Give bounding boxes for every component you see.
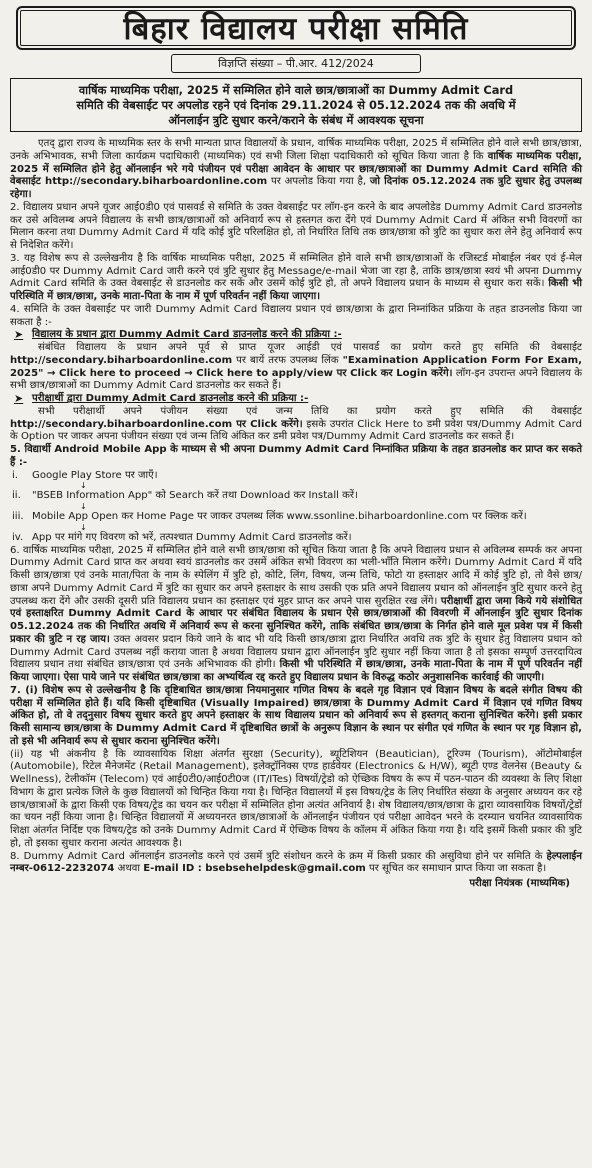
down-arrow-icon: ↓ [80,522,87,532]
paragraph-3 [10,253,582,304]
para8-text: 8. Dummy Admit Card ऑनलाईन डाउनलोड करने एवं उसमें त्रुटि संशोधन करने के क्रम में किसी प्रकार की असुविधा होने पर समिति के [10,850,547,862]
subject-line-3: ऑनलाईन त्रुटि सुधार करने/कराने के संबंध में आवश्यक सूचना [168,113,424,127]
paragraph-8 [10,851,582,877]
step-text: "BSEB Information App" को Search करें तथा Download कर Install करें। [32,490,358,502]
para6-text: 6. वार्षिक माध्यमिक परीक्षा, 2025 में सम्मिलित होने वाले सभी छात्र/छात्रा को सूचित किया जाता है कि अपने विद्यालय प्रधान से अविलम्ब सम्पर्क कर अपना Dummy Admit Card प्राप्त कर अथवा स्वयं डाउनलोड कर उसमें अंकित सभी विवरण का भली-भाँति मिलान करेंगे। Dummy Admit Card में यदि किसी छात्र/छात्रा एवं उनके माता/पिता के नाम के स्पेलिंग में त्रुटि हो, कोटि, लिंग, विषय, जन्म तिथि, फोटो या हस्ताक्षर आदि में कोई त्रुटि हो, तो वैसे छात्र/छात्रा अपने Dummy Admit Card में त्रुटि का सुधार कर अपने हस्ताक्षर के साथ उसकी एक प्रति अपने विद्यालय प्रधान को ऑनलाईन त्रुटि सुधार करने हेतु उपलब्ध करा देंगे और उसकी दूसरी प्रति विद्यालय प्रधान का हस्ताक्षर एवं मुहर प्राप्त कर अपने पास सुरक्षित रख लेंगे। [10,544,582,607]
school-proc-a: संबंधित विद्यालय के प्रधान अपने पूर्व से प्राप्त यूजर आईडी एवं पासवर्ड का प्रयोग करते हुए समिति की वेबसाईट [38,342,582,353]
step-number: ii. [12,490,21,502]
school-procedure-text [10,342,582,393]
notice-body [10,138,582,891]
step-number: iv. [12,531,24,543]
para6-bold-2: किसी भी परिस्थिति में छात्र/छात्रा, उनके माता-पिता के नाम में पूर्ण परिवर्तन नहीं किया जाएगा। ऐसा पाये जाने पर संबंधित छात्र/छात्रा का अभ्यर्थित्व रद्द करते हुए विद्यालय प्रधान के विरुद्ध कठोर अनुशासनिक कार्रवाई की जाएगी। [10,659,582,683]
school-proc-c: पर बायें तरफ उपलब्ध लिंक [232,354,343,366]
student-procedure-title: परीक्षार्थी द्वारा Dummy Admit Card डाउनलोड करने की प्रक्रिया :- [32,393,309,404]
para6-bold: परीक्षार्थी द्वारा जमा किये गये संशोधित एवं हस्ताक्षरित Dummy Admit Card के आधार पर संबंधित विद्यालय के प्रधान ऐसे छात्र/छात्राओं की विवरणी में ऑनलाईन त्रुटि सुधार दिनांक 05.12.2024 तक की निर्धारित अवधि में अनिवार्य रूप से करना सुनिश्चित करेंगे, ताकि संबंधित छात्र/छात्रा के निर्गत होने वाले मूल प्रवेश पत्र में किसी प्रकार की त्रुटि न रह जाय। [10,595,582,645]
board-title: बिहार विद्यालय परीक्षा समिति [16,6,576,50]
paragraph-1 [10,138,582,202]
paragraph-5 [10,444,582,470]
para3-text: 3. यह विशेष रूप से उल्लेखनीय है कि वार्षिक माध्यमिक परीक्षा, 2025 में सम्मिलित होने वाले सभी छात्र/छात्राओं के रजिस्टर्ड मोबाईल नंबर एवं ई-मेल आई0डी0 पर Dummy Admit Card जारी करने एवं त्रुटि सुधार हेतु Message/e-mail भेजा जा रहा है, ताकि छात्र/छात्रा स्वयं भी अपना Dummy Admit Card समिति के उक्त वेबसाईट से डाउनलोड कर सकें और उसमें कोई त्रुटि हो, तो अपने विद्यालय प्रधान के माध्यम से सुधार करा सकें। [10,252,582,290]
subject-line-2: समिति की वेबसाईट पर अपलोड रहने एवं दिनांक 29.11.2024 से 05.12.2024 तक की अवधि में [76,98,516,112]
para8-text-2: पर सूचित कर समाधान प्राप्त किया जा सकता है। [365,863,547,875]
app-step [12,470,582,483]
para1-text: एतद् द्वारा राज्य के माध्यमिक स्तर के सभी मान्यता प्राप्त विद्यालयों के प्रधान, वार्षिक माध्यमिक परीक्षा, 2025 में सम्मिलित होने वाले सभी छात्र/छात्रा, उनके अभिभावक, सभी जिला कार्यक्रम पदाधिकारी (माध्यमिक) एवं सभी जिला शिक्षा पदाधिकारी को सूचित किया जाता है कि [10,138,582,162]
arrow-right-icon: ➤ [14,392,24,405]
para1-bold: वार्षिक माध्यमिक परीक्षा, 2025 में सम्मिलित होने हेतु ऑनलाईन भरे गये पंजीयन एवं परीक्षा आवेदन के आधार पर छात्र/छात्राओं का Dummy Admit Card समिति की वेबसाईट http://secondary.biharboardonline.com [10,150,582,188]
paragraph-6 [10,545,582,685]
para3-bold: किसी भी परिस्थिति में छात्र/छात्रा, उनके माता-पिता के नाम में पूर्ण परिवर्तन नहीं किया जाएगा। [10,278,583,302]
para5-text: निम्नांकित प्रक्रिया के तहत डाउनलोड कर प्राप्त कर सकते हैं :- [10,444,583,468]
signature-designation: परीक्षा नियंत्रक (माध्यमिक) [469,878,570,889]
step-text: App पर मांगे गए विवरण को भरें, तत्पश्चात Dummy Admit Card डाउनलोड करें। [32,531,352,543]
signature-row [10,878,582,891]
notice-number: विज्ञप्ति संख्या – पी.आर. 412/2024 [171,54,421,73]
step-text: Mobile App Open कर Home Page पर जाकर उपलब्ध लिंक www.ssonline.biharboardonline.com पर क्लिक करें। [32,511,527,522]
student-proc-url: http://secondary.biharboardonline.com पर Click करेंगे। [10,418,303,430]
step-number: iii. [12,511,24,522]
para5-bold: 5. विद्यार्थी Android Mobile App के माध्यम से भी अपना Dummy Admit Card [10,444,370,455]
student-proc-c: इसके उपरांत Click Here to डमी प्रवेश पत्र/Dummy Admit Card के Option पर जाकर अपना पंजीयन संख्या एवं जन्म तिथि अंकित कर डमी प्रवेश पत्र/Dummy Admit Card डाउनलोड कर सकते हैं। [10,418,582,443]
school-proc-e: लॉग-इन उपरान्त अपने विद्यालय के सभी छात्र/छात्राओं का Dummy Admit Card डाउनलोड कर सकते हैं। [10,367,582,392]
student-procedure-text [10,406,582,444]
subject-box [10,78,582,132]
helpdesk-email: E-mail ID : bsebsehelpdesk@gmail.com [143,863,366,875]
para8-or: अथवा [114,863,144,875]
student-proc-a: सभी परीक्षार्थी अपने पंजीयन संख्या एवं जन्म तिथि का प्रयोग करते हुए समिति की वेबसाईट [38,405,582,417]
school-procedure-title: विद्यालय के प्रधान द्वारा Dummy Admit Card डाउनलोड करने की प्रक्रिया :- [32,329,342,341]
student-procedure-heading [14,393,582,406]
paragraph-7-i: 7. (i) विशेष रूप से उल्लेखनीय है कि दृष्टिबाधित छात्र/छात्रा नियमानुसार गणित विषय के बदले गृह विज्ञान एवं विज्ञान विषय के बदले संगीत विषय की परीक्षा में सम्मिलित होते हैं। यदि किसी दृष्टिबाधित (Visually Impaired) छात्र/छात्रा के Dummy Admit Card में विज्ञान एवं गणित विषय अंकित हो, तो वे तद्नुसार विषय सुधार करते हुए अपने हस्ताक्षर के साथ विद्यालय प्रधान को अनिवार्य रूप से हस्तगत् कराना सुनिश्चित करेंगे। इसी प्रकार किसी सामान्य छात्र/छात्रा के Dummy Admit Card में दृष्टिबाधित छात्रों के अनुरूप विज्ञान के स्थान पर संगीत एवं गणित के स्थान पर गृह विज्ञान हो, तो इसे भी अनिवार्य रूप से सुधार कराना सुनिश्चित करेंगे। [10,684,582,747]
app-step [12,532,582,545]
paragraph-7-ii: (ii) यह भी अंकनीय है कि व्यावसायिक शिक्षा अंतर्गत सुरक्षा (Security), ब्यूटिशियन (Beautician), टूरिज्म (Tourism), ऑटोमोबाईल (Automobile), रिटेल मैनेजमेंट (Retail Management), इलेक्ट्रॉनिक्स एण्ड हार्डवेयर (Electronics & H/W), ब्यूटी एण्ड वेलनेस (Beauty & Wellness), टेलीकॉम (Telecom) एवं आई0टी0/आई0टी0ज (IT/ITes) विषयों/ट्रेडो को ऐच्छिक विषय के रूप में पठन-पाठन की व्यवस्था के लिए शिक्षा विभाग के द्वारा प्रत्येक जिले के कुछ विद्यालयों को चिन्हित किया गया है। चिन्हित विद्यालयों में इस विषय/ट्रेड के लिए निर्धारित संख्या के अनुसार अध्ययन कर रहे छात्र/छात्राओं के द्वारा किसी एक विषय/ट्रेड का चयन कर परीक्षा में सम्मिलित होना अत्यंत अनिवार्य है। शेष विद्यालय/छात्र/छात्रा के द्वारा व्यावसायिक विषयों/ट्रेडों का चयन नहीं किया जाना है। चिन्हित विद्यालयों में अध्ययनरत छात्र/छात्राओं के ऑनलाईन पंजीयन एवं परीक्षा आवेदन भरने के दरम्यान चयनित व्यावसायिक शिक्षा अंतर्गत निर्दिष्ट एक विषय/ट्रेड को उनके Dummy Admit Card में ऐच्छिक विषय के कॉलम में अंकित किया गया है। यदि इसमें किसी प्रकार की त्रुटि हो, तो इसका सुधार कराना अत्यंत आवश्यक है। [10,748,582,849]
para1-text-2: पर अपलोड किया गया है, [267,176,370,188]
para1-deadline: जो दिनांक 05.12.2024 तक त्रुटि सुधार हेतु उपलब्ध रहेगा। [10,176,582,200]
step-text: Google Play Store पर जाएँ। [32,469,158,481]
app-step [12,511,582,524]
helpline-number: हेल्पलाईन नम्बर-0612-2232074 [10,850,582,875]
school-procedure-heading [14,329,582,342]
paragraph-2: 2. विद्यालय प्रधान अपने यूजर आई0डी0 एवं पासवर्ड से समिति के उक्त वेबसाईट पर लॉग-इन करने के बाद अपलोडेड Dummy Admit Card डाउनलोड कर उसे अविलम्ब अपने विद्यालय के सभी छात्र/छात्राओं को अनिवार्य रूप से हस्तगत करा देंगे एवं Dummy Admit Card में अंकित सभी विवरणों का मिलान करना तथा Dummy Admit Card में यदि कोई त्रुटि परिलक्षित हो, तो निर्धारित तिथि तक छात्र/छात्रा को त्रुटि का सुधार करा लेने हेतु अनिवार्य रूप से निदेशित करेंगे। [10,201,582,251]
arrow-right-icon: ➤ [14,328,24,342]
paragraph-4: 4. समिति के उक्त वेबसाईट पर जारी Dummy Admit Card विद्यालय प्रधान एवं छात्र/छात्रा के द्वारा निम्नांकित प्रक्रिया के तहत डाउनलोड किया जा सकता है :- [10,303,582,328]
app-step [12,490,582,503]
para6-text-2: उक्त अवसर प्रदान किये जाने के बाद भी यदि किसी छात्र/छात्रा द्वारा निर्धारित अवधि तक त्रुटि के सुधार हेतु विद्यालय प्रधान को Dummy Admit Card उपलब्ध नहीं कराया जाता है अथवा विद्यालय प्रधान द्वारा ऑनलाईन त्रुटि सुधार नहीं किया जाता है तो इसका सम्पूर्ण उत्तरदायित्व विद्यालय प्रधान तथा संबंधित छात्र/छात्रा एवं उनके अभिभावक की होगी। [10,633,582,671]
subject-line-1: वार्षिक माध्यमिक परीक्षा, 2025 में सम्मिलित होने वाले छात्र/छात्राओं का Dummy Admit Card [78,83,514,97]
down-arrow-icon: ↓ [80,502,87,511]
down-arrow-icon: ↓ [80,481,87,491]
school-proc-url: http://secondary.biharboardonline.com [10,354,233,366]
step-number: i. [12,469,19,481]
school-proc-link-path: "Examination Application Form For Exam, 2025" → Click here to proceed → Click here to apply/view पर Click कर Login करेंगे। [10,354,582,379]
